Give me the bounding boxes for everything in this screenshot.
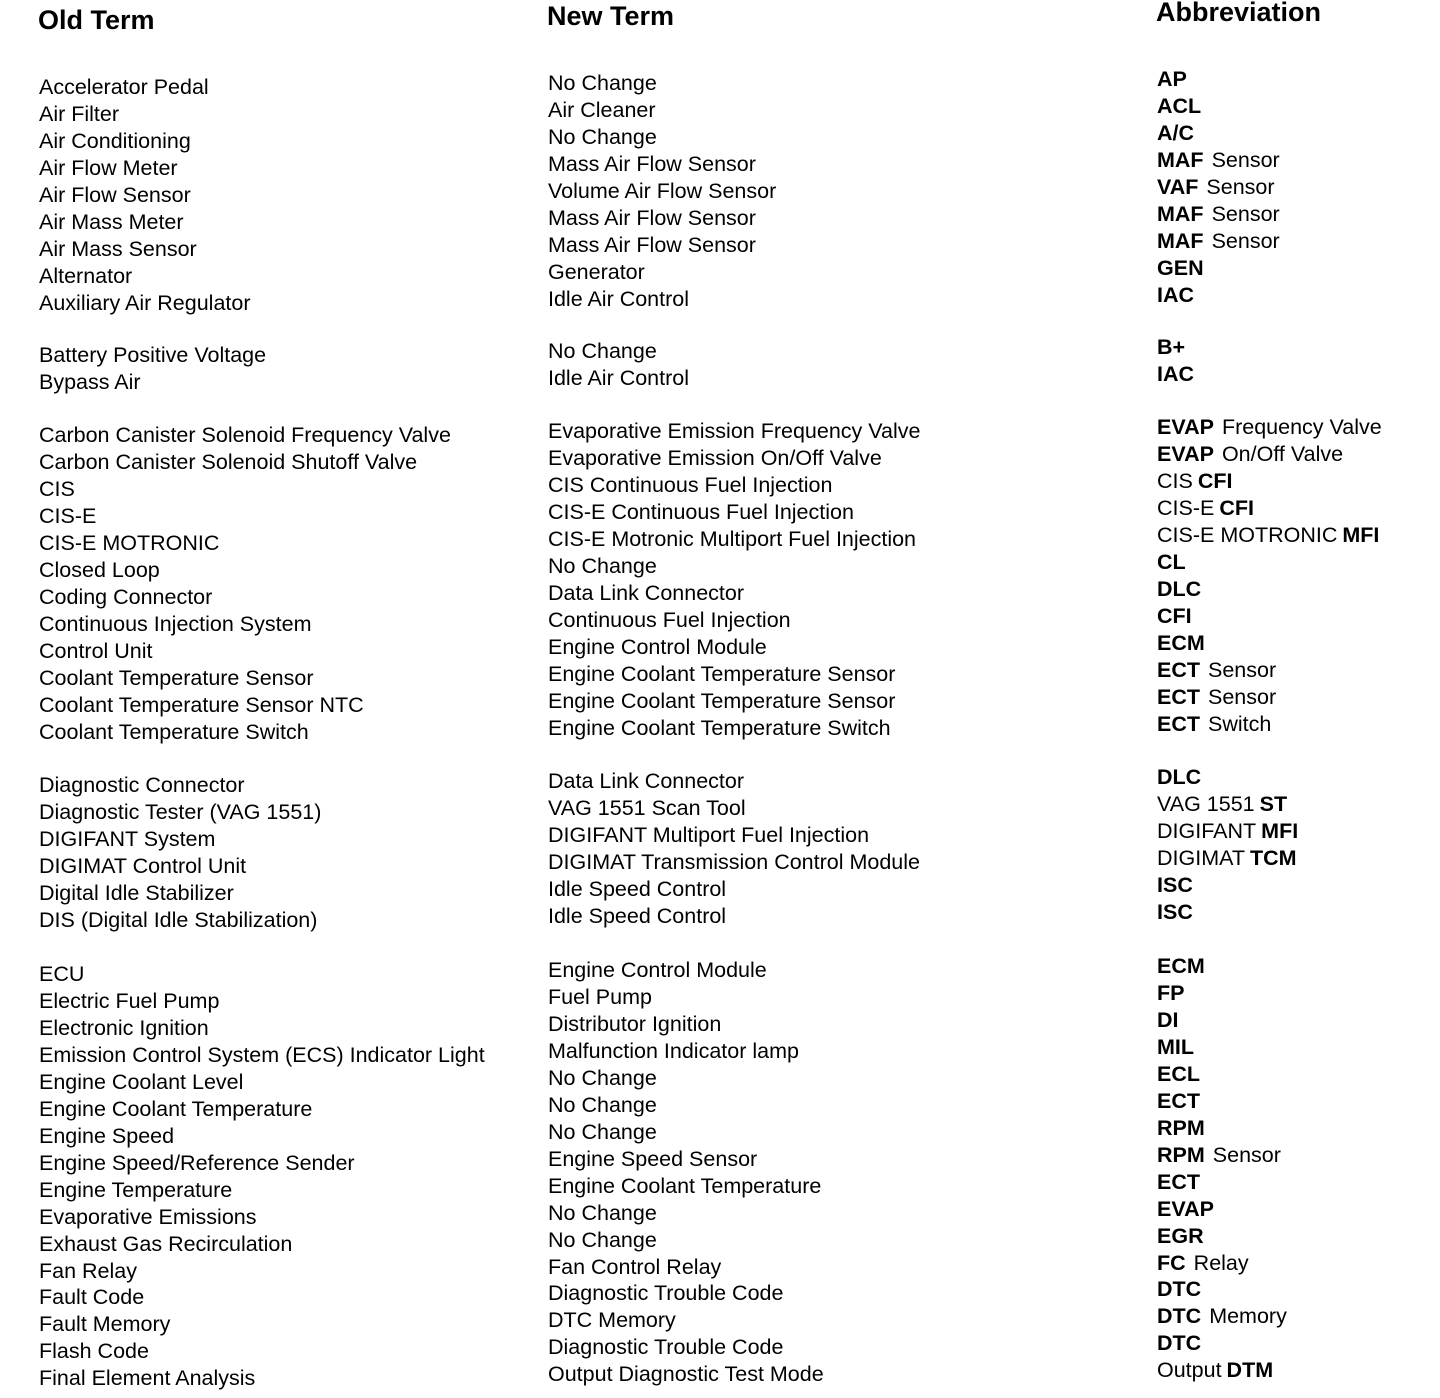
- old-term-cell: Closed Loop: [39, 558, 160, 582]
- old-term-cell: CIS: [39, 477, 75, 501]
- abbreviation-suffix: Relay: [1193, 1251, 1249, 1275]
- abbreviation-code: ST: [1259, 792, 1288, 816]
- abbreviation-code: ISC: [1157, 873, 1193, 897]
- new-term-cell: Engine Coolant Temperature Sensor: [548, 662, 896, 686]
- abbreviation-cell: [1157, 873, 1193, 897]
- abbreviation-code: EVAP: [1157, 1197, 1214, 1221]
- old-term-cell: Bypass Air: [39, 370, 141, 394]
- abbreviation-cell: [1157, 229, 1280, 253]
- old-term-cell: Electronic Ignition: [39, 1016, 209, 1040]
- abbreviation-cell: [1157, 1035, 1194, 1059]
- abbreviation-cell: [1157, 954, 1205, 978]
- abbreviation-cell: [1157, 981, 1184, 1005]
- abbreviation-code: CFI: [1197, 469, 1233, 493]
- abbreviation-suffix: Sensor: [1211, 148, 1280, 172]
- new-term-cell: No Change: [548, 1066, 657, 1090]
- abbreviation-cell: [1157, 469, 1232, 493]
- new-term-cell: No Change: [548, 1201, 657, 1225]
- new-term-cell: Continuous Fuel Injection: [548, 608, 791, 632]
- abbreviation-code: EGR: [1157, 1224, 1204, 1248]
- new-term-cell: No Change: [548, 125, 657, 149]
- abbreviation-code: AP: [1157, 67, 1187, 91]
- old-term-cell: Diagnostic Tester (VAG 1551): [39, 800, 322, 824]
- abbreviation-code: ECT: [1157, 685, 1200, 709]
- abbreviation-code: ECL: [1157, 1062, 1200, 1086]
- abbreviation-cell: [1157, 67, 1187, 91]
- new-term-cell: Diagnostic Trouble Code: [548, 1335, 784, 1359]
- old-term-cell: Control Unit: [39, 639, 153, 663]
- abbreviation-code: CFI: [1219, 496, 1254, 520]
- abbreviation-cell: [1157, 94, 1201, 118]
- old-term-cell: Electric Fuel Pump: [39, 989, 220, 1013]
- new-term-cell: Engine Control Module: [548, 635, 767, 659]
- abbreviation-code: DTC: [1157, 1331, 1202, 1355]
- abbreviation-cell: [1157, 685, 1276, 709]
- abbreviation-prefix: VAG 1551: [1157, 792, 1255, 816]
- new-term-cell: Air Cleaner: [548, 98, 656, 122]
- abbreviation-code: CL: [1157, 550, 1186, 574]
- abbreviation-prefix: CIS-E MOTRONIC: [1157, 523, 1338, 547]
- old-term-cell: Alternator: [39, 264, 133, 288]
- new-term-cell: Idle Speed Control: [548, 877, 727, 901]
- new-term-cell: DTC Memory: [548, 1308, 676, 1332]
- old-term-cell: DIGIFANT System: [39, 827, 216, 851]
- abbreviation-cell: [1157, 792, 1287, 816]
- new-term-cell: No Change: [548, 71, 657, 95]
- old-term-cell: Emission Control System (ECS) Indicator Light: [39, 1043, 485, 1067]
- old-term-cell: Air Filter: [39, 102, 120, 126]
- abbreviation-code: FP: [1157, 981, 1185, 1005]
- abbreviation-cell: [1157, 1358, 1273, 1382]
- header-old-term: Old Term: [38, 5, 155, 35]
- old-term-cell: Engine Coolant Temperature: [39, 1097, 313, 1121]
- abbreviation-suffix: Sensor: [1208, 685, 1277, 709]
- abbreviation-code: DLC: [1157, 577, 1202, 601]
- old-term-cell: Carbon Canister Solenoid Frequency Valve: [39, 423, 451, 447]
- abbreviation-cell: [1157, 1197, 1214, 1221]
- abbreviation-cell: [1157, 604, 1192, 628]
- new-term-cell: Idle Air Control: [548, 287, 690, 311]
- old-term-cell: Coding Connector: [39, 585, 213, 609]
- abbreviation-code: MFI: [1342, 523, 1380, 547]
- header-abbreviation: Abbreviation: [1156, 0, 1322, 27]
- abbreviation-code: IAC: [1157, 283, 1195, 307]
- new-term-cell: No Change: [548, 1093, 657, 1117]
- abbreviation-code: ECT: [1157, 1089, 1200, 1113]
- new-term-cell: Fuel Pump: [548, 985, 652, 1009]
- abbreviation-code: ECT: [1157, 658, 1200, 682]
- abbreviation-code: IAC: [1157, 362, 1195, 386]
- abbreviation-suffix: Frequency Valve: [1221, 415, 1382, 439]
- new-term-cell: DIGIFANT Multiport Fuel Injection: [548, 823, 870, 847]
- old-term-cell: Exhaust Gas Recirculation: [39, 1232, 293, 1256]
- abbreviation-code: MAF: [1157, 148, 1204, 172]
- old-term-cell: Coolant Temperature Sensor: [39, 666, 314, 690]
- abbreviation-code: B+: [1157, 335, 1186, 359]
- new-term-cell: Data Link Connector: [548, 581, 744, 605]
- old-term-cell: CIS-E MOTRONIC: [39, 531, 220, 555]
- abbreviation-code: MAF: [1157, 202, 1204, 226]
- old-term-cell: Engine Coolant Level: [39, 1070, 244, 1094]
- abbreviation-suffix: Switch: [1208, 712, 1272, 736]
- old-term-cell: Coolant Temperature Switch: [39, 720, 309, 744]
- old-term-cell: Air Mass Meter: [39, 210, 184, 234]
- abbreviation-cell: [1157, 523, 1379, 547]
- abbreviation-cell: [1157, 496, 1254, 520]
- abbreviation-cell: [1157, 819, 1298, 843]
- old-term-cell: Air Conditioning: [39, 129, 191, 153]
- old-term-cell: DIS (Digital Idle Stabilization): [39, 908, 318, 932]
- abbreviation-code: TCM: [1249, 846, 1297, 870]
- abbreviation-code: DI: [1157, 1008, 1179, 1032]
- abbreviation-cell: [1157, 335, 1185, 359]
- new-term-cell: Diagnostic Trouble Code: [548, 1281, 784, 1305]
- abbreviation-cell: [1157, 415, 1382, 439]
- abbreviation-cell: [1157, 577, 1201, 601]
- abbreviation-code: CFI: [1157, 604, 1192, 628]
- old-term-cell: Coolant Temperature Sensor NTC: [39, 693, 364, 717]
- new-term-cell: VAG 1551 Scan Tool: [548, 796, 746, 820]
- new-term-cell: Malfunction Indicator lamp: [548, 1039, 799, 1063]
- new-term-cell: Idle Air Control: [548, 366, 690, 390]
- abbreviation-cell: [1157, 1304, 1287, 1328]
- new-term-cell: No Change: [548, 1228, 657, 1252]
- abbreviation-cell: [1157, 148, 1280, 172]
- old-term-cell: Digital Idle Stabilizer: [39, 881, 234, 905]
- abbreviation-cell: [1157, 658, 1276, 682]
- new-term-cell: Engine Coolant Temperature Switch: [548, 716, 891, 740]
- old-term-cell: Fault Code: [39, 1285, 145, 1309]
- new-term-cell: No Change: [548, 554, 657, 578]
- old-term-cell: DIGIMAT Control Unit: [39, 854, 247, 878]
- abbreviation-cell: [1157, 900, 1193, 924]
- abbreviation-code: EVAP: [1157, 415, 1214, 439]
- abbreviation-cell: [1157, 1170, 1200, 1194]
- abbreviation-code: ACL: [1157, 94, 1202, 118]
- abbreviation-cell: [1157, 362, 1194, 386]
- old-term-cell: CIS-E: [39, 504, 97, 528]
- new-term-cell: Generator: [548, 260, 645, 284]
- abbreviation-code: DTC: [1157, 1277, 1202, 1301]
- abbreviation-code: DLC: [1157, 765, 1202, 789]
- abbreviation-code: ECT: [1157, 1170, 1200, 1194]
- abbreviation-suffix: Sensor: [1211, 202, 1280, 226]
- old-term-cell: Battery Positive Voltage: [39, 343, 267, 367]
- header-new-term: New Term: [547, 1, 675, 31]
- abbreviation-prefix: CIS: [1157, 469, 1193, 493]
- abbreviation-cell: [1157, 1277, 1201, 1301]
- abbreviation-cell: [1157, 765, 1201, 789]
- abbreviation-suffix: Sensor: [1211, 229, 1280, 253]
- old-term-cell: Air Flow Sensor: [39, 183, 191, 207]
- abbreviation-code: A/C: [1157, 121, 1195, 145]
- abbreviation-suffix: Sensor: [1208, 658, 1277, 682]
- abbreviation-code: GEN: [1157, 256, 1204, 280]
- abbreviation-code: DTC: [1157, 1304, 1202, 1328]
- abbreviation-cell: [1157, 1116, 1205, 1140]
- abbreviation-suffix: Sensor: [1206, 175, 1275, 199]
- abbreviation-cell: [1157, 283, 1194, 307]
- old-term-cell: Fault Memory: [39, 1312, 171, 1336]
- old-term-cell: Final Element Analysis: [39, 1366, 256, 1390]
- old-term-cell: Engine Temperature: [39, 1178, 233, 1202]
- abbreviation-cell: [1157, 175, 1275, 199]
- old-term-cell: Engine Speed: [39, 1124, 175, 1148]
- new-term-cell: Mass Air Flow Sensor: [548, 233, 756, 257]
- abbreviation-cell: [1157, 1224, 1204, 1248]
- new-term-cell: CIS-E Continuous Fuel Injection: [548, 500, 854, 524]
- new-term-cell: Fan Control Relay: [548, 1255, 722, 1279]
- old-term-cell: Engine Speed/Reference Sender: [39, 1151, 355, 1175]
- old-term-cell: Fan Relay: [39, 1259, 137, 1283]
- new-term-cell: Engine Control Module: [548, 958, 767, 982]
- abbreviation-cell: [1157, 1331, 1201, 1355]
- abbreviation-cell: [1157, 1008, 1179, 1032]
- new-term-cell: Output Diagnostic Test Mode: [548, 1362, 824, 1386]
- abbreviation-code: ISC: [1157, 900, 1193, 924]
- new-term-cell: No Change: [548, 339, 657, 363]
- abbreviation-code: ECT: [1157, 712, 1200, 736]
- abbreviation-code: ECM: [1157, 954, 1205, 978]
- abbreviation-cell: [1157, 1089, 1200, 1113]
- abbreviation-code: RPM: [1157, 1116, 1205, 1140]
- abbreviation-cell: [1157, 1143, 1281, 1167]
- old-term-cell: Flash Code: [39, 1339, 149, 1363]
- abbreviation-code: FC: [1157, 1251, 1186, 1275]
- old-term-cell: Accelerator Pedal: [39, 75, 209, 99]
- new-term-cell: Mass Air Flow Sensor: [548, 152, 756, 176]
- new-term-cell: Engine Coolant Temperature: [548, 1174, 822, 1198]
- abbreviation-cell: [1157, 1062, 1200, 1086]
- abbreviation-prefix: DIGIFANT: [1157, 819, 1257, 843]
- abbreviation-code: VAF: [1157, 175, 1199, 199]
- old-term-cell: Air Mass Sensor: [39, 237, 197, 261]
- abbreviation-cell: [1157, 202, 1280, 226]
- abbreviation-suffix: Sensor: [1212, 1143, 1281, 1167]
- old-term-cell: Air Flow Meter: [39, 156, 178, 180]
- abbreviation-code: MFI: [1261, 819, 1299, 843]
- abbreviation-prefix: DIGIMAT: [1157, 846, 1245, 870]
- abbreviation-cell: [1157, 256, 1204, 280]
- old-term-cell: Continuous Injection System: [39, 612, 312, 636]
- new-term-cell: Idle Speed Control: [548, 904, 727, 928]
- new-term-cell: Distributor Ignition: [548, 1012, 722, 1036]
- new-term-cell: Mass Air Flow Sensor: [548, 206, 756, 230]
- abbreviation-cell: [1157, 712, 1271, 736]
- abbreviation-suffix: Memory: [1209, 1304, 1287, 1328]
- abbreviation-cell: [1157, 550, 1186, 574]
- new-term-cell: CIS-E Motronic Multiport Fuel Injection: [548, 527, 917, 551]
- new-term-cell: Evaporative Emission On/Off Valve: [548, 446, 882, 470]
- abbreviation-cell: [1157, 121, 1194, 145]
- new-term-cell: Evaporative Emission Frequency Valve: [548, 419, 921, 443]
- abbreviation-cell: [1157, 846, 1297, 870]
- new-term-cell: Data Link Connector: [548, 769, 744, 793]
- abbreviation-cell: [1157, 1251, 1249, 1275]
- abbreviation-cell: [1157, 631, 1205, 655]
- new-term-cell: CIS Continuous Fuel Injection: [548, 473, 833, 497]
- abbreviation-suffix: On/Off Valve: [1221, 442, 1344, 466]
- new-term-cell: No Change: [548, 1120, 657, 1144]
- abbreviation-code: MAF: [1157, 229, 1204, 253]
- new-term-cell: Engine Speed Sensor: [548, 1147, 758, 1171]
- new-term-cell: Engine Coolant Temperature Sensor: [548, 689, 896, 713]
- new-term-cell: DIGIMAT Transmission Control Module: [548, 850, 920, 874]
- old-term-cell: Diagnostic Connector: [39, 773, 245, 797]
- abbreviation-prefix: CIS-E: [1157, 496, 1215, 520]
- abbreviation-code: ECM: [1157, 631, 1205, 655]
- abbreviation-code: MIL: [1157, 1035, 1195, 1059]
- old-term-cell: Carbon Canister Solenoid Shutoff Valve: [39, 450, 418, 474]
- abbreviation-code: DTM: [1226, 1358, 1274, 1382]
- old-term-cell: ECU: [39, 962, 85, 986]
- abbreviation-code: EVAP: [1157, 442, 1214, 466]
- old-term-cell: Auxiliary Air Regulator: [39, 291, 251, 315]
- abbreviation-code: RPM: [1157, 1143, 1205, 1167]
- old-term-cell: Evaporative Emissions: [39, 1205, 257, 1229]
- abbreviation-cell: [1157, 442, 1343, 466]
- new-term-cell: Volume Air Flow Sensor: [548, 179, 777, 203]
- abbreviation-prefix: Output: [1157, 1358, 1222, 1382]
